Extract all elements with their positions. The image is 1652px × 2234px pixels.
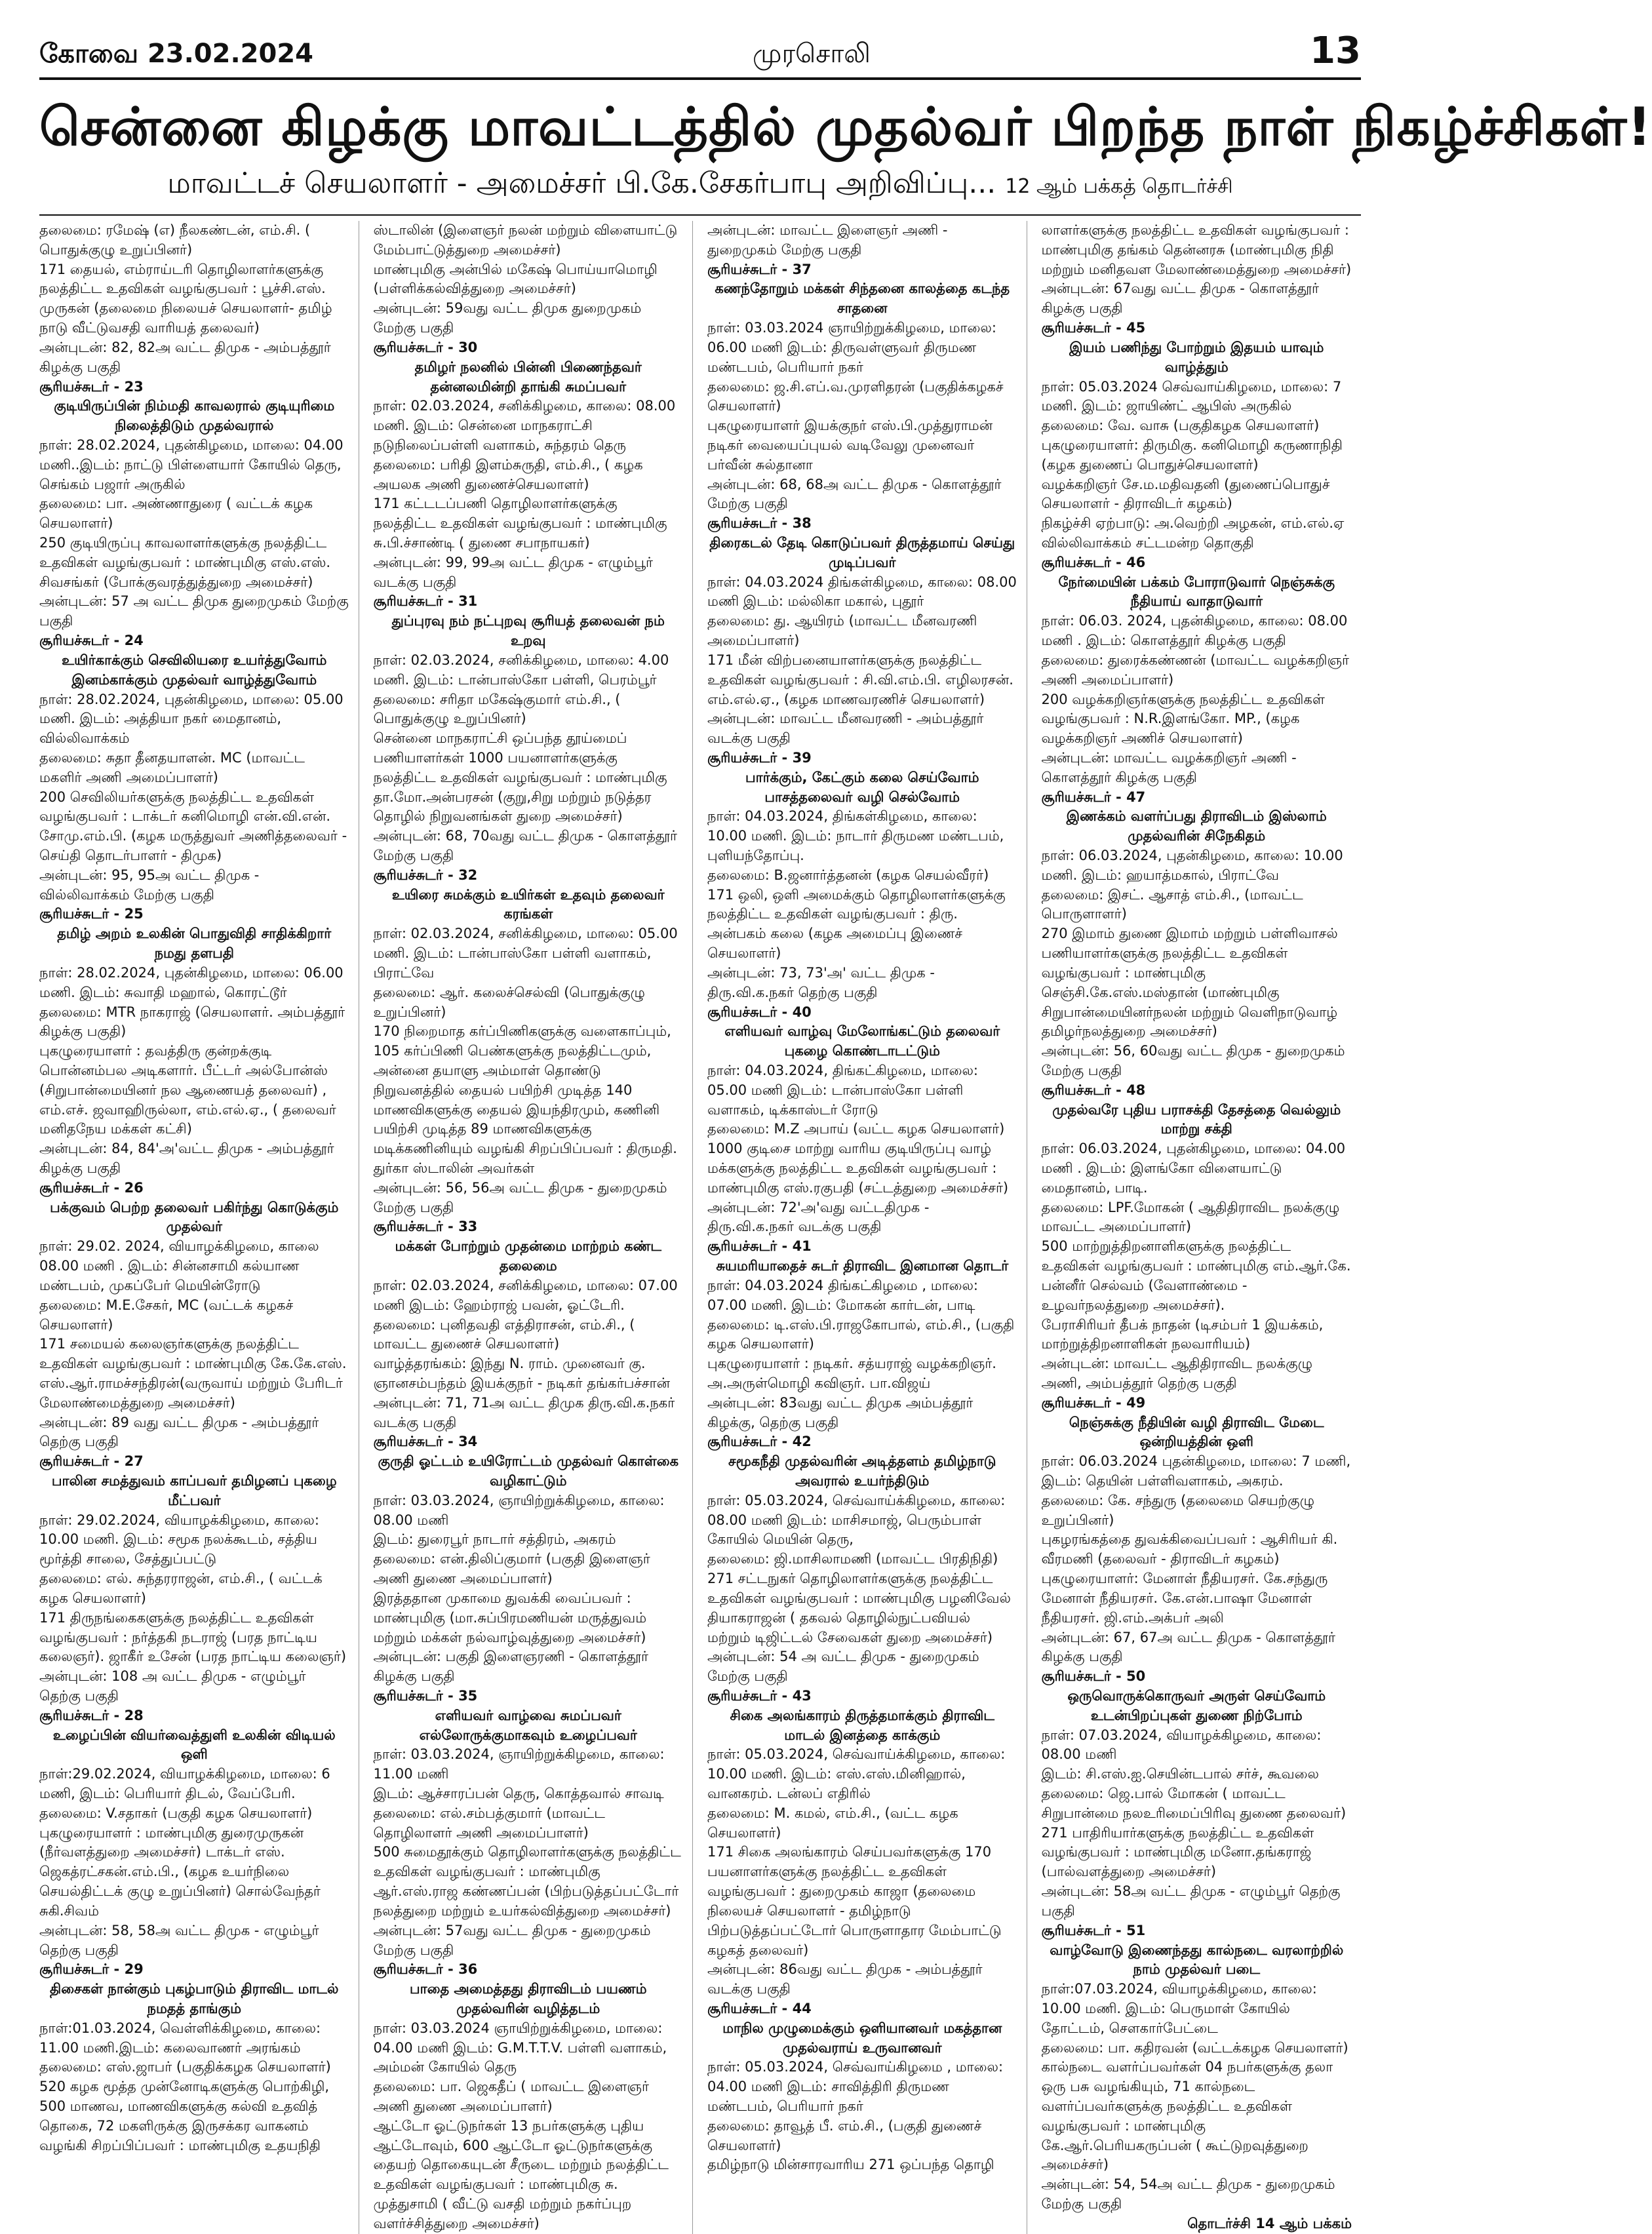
article-paragraph: தலைமை: ஆர். கலைச்செல்வி (பொதுக்குழு உறுப்பினர்) bbox=[373, 984, 645, 1020]
section-title: வாழ்வோடு இணைந்தது கால்நடை வரலாற்றில் நாம் முதல்வர் படை bbox=[1050, 1942, 1344, 1978]
article-paragraph: நாள்: 04.03.2024 திங்கட்கிழமை , மாலை: 07.00 மணி. இடம்: மோகன் கார்டன், பாடி bbox=[707, 1277, 978, 1313]
article-paragraph: தலைமை: ஜ.சி.எப்.வ.முரளிதரன் (பகுதிக்கழகச் செயலாளர்) bbox=[707, 378, 1004, 414]
section-title: முதல்வரே புதிய பராசக்தி தேசத்தை வெல்லும் மாற்று சக்தி bbox=[1052, 1101, 1341, 1137]
section-title: நேர்மையின் பக்கம் போராடுவார் நெஞ்சுக்கு நீதியாய் வாதாடுவார் bbox=[1058, 574, 1335, 610]
section-number: சூரியச்சுடர் - 28 bbox=[39, 1707, 144, 1723]
section-number: சூரியச்சுடர் - 45 bbox=[1041, 320, 1146, 336]
article-paragraph: அன்புடன்: 57வது வட்ட திமுக - துறைமுகம் மேற்கு பகுதி bbox=[373, 1922, 651, 1958]
article-paragraph: நாள்: 05.03.2024, செவ்வாய்க்கிழமை, காலை: 08.00 மணி இடம்: மாசிசமாஜ், பெரும்பாள் கோயில் மெயின் தெரு, bbox=[707, 1492, 1006, 1548]
section-number: சூரியச்சுடர் - 41 bbox=[707, 1238, 812, 1255]
subhead-text: மாவட்டச் செயலாளர் - அமைச்சர் பி.கே.சேகர்பாபு அறிவிப்பு... bbox=[167, 167, 996, 200]
article-paragraph: நாள்: 04.03.2024, திங்கள்கிழமை, காலை: 10.00 மணி. இடம்: நாடார் திருமண மண்டபம், புளியந்தோப்பு. bbox=[707, 808, 1004, 863]
section-title: பாதை அமைத்தது திராவிடம் பயணம் முதல்வரின் வழித்தடம் bbox=[409, 1981, 647, 2016]
article-paragraph: தலைமை: துரைக்கண்ணன் (மாவட்ட வழக்கறிஞர் அணி அமைப்பாளர்) bbox=[1041, 652, 1350, 688]
article-paragraph: நாள்: 05.03.2024, செவ்வாய்க்கிழமை, காலை: 10.00 மணி. இடம்: எஸ்.எஸ்.மினிஹால், வானகரம். டன்லப் எதிரில் bbox=[707, 1746, 1006, 1801]
article-paragraph: அன்புடன்: 84, 84'அ'வட்ட திமுக - அம்பத்தூர் கிழக்கு பகுதி bbox=[39, 1141, 334, 1176]
section-title: சிகை அலங்காரம் திருத்தமாக்கும் திராவிட மாடல் இனத்தை காக்கும் bbox=[730, 1707, 994, 1743]
section-title: குருதி ஓட்டம் உயிரோட்டம் முதல்வர் கொள்கை வழிகாட்டும் bbox=[378, 1453, 679, 1489]
article-paragraph: தலைமை: இசட். ஆசாத் எம்.சி., (மாவட்ட பொருளாளர்) bbox=[1041, 886, 1303, 922]
article-paragraph: அன்புடன்: 54 அ வட்ட திமுக - துறைமுகம் மேற்கு பகுதி bbox=[707, 1649, 979, 1685]
article-paragraph: 171 கட்டடப்பணி தொழிலாளர்களுக்கு நலத்திட்ட உதவிகள் வழங்குபவர் : மாண்புமிகு சு.பி.ச்சாண்டி ( துணை சபாநாயகர்) bbox=[373, 496, 667, 551]
article-paragraph: நிகழ்ச்சி ஏற்பாடு: அ.வெற்றி அழகன், எம்.எல்.ஏ வில்லிவாக்கம் சட்டமன்ற தொகுதி bbox=[1041, 515, 1345, 551]
top-rule bbox=[39, 77, 1361, 80]
section-title: இணக்கம் வளர்ப்பது திராவிடம் இஸ்லாம் முதல்வரின் சிநேகிதம் bbox=[1066, 808, 1327, 844]
section-title: பாலின சமத்துவம் காப்பவர் தமிழனப் புகழை மீட்பவர் bbox=[51, 1473, 337, 1508]
section-title: பக்குவம் பெற்ற தலைவர் பகிர்ந்து கொடுக்கும் முதல்வர் bbox=[50, 1199, 339, 1235]
article-paragraph: அன்புடன்: 108 அ வட்ட திமுக - எழும்பூர் தெற்கு பகுதி bbox=[39, 1668, 306, 1704]
article-paragraph: தலைமை: ரமேஷ் (எ) நீலகண்டன், எம்.சி. ( பொதுக்குழு உறுப்பினர்) bbox=[39, 222, 311, 258]
paper-name: முரசொலி bbox=[753, 39, 871, 69]
article-paragraph: நாள்: 03.03.2024, ஞாயிற்றுக்கிழமை, காலை: 11.00 மணி bbox=[373, 1746, 665, 1782]
article-paragraph: 170 நிறைமாத கர்ப்பிணிகளுக்கு வளைகாப்பும், 105 கர்ப்பிணி பெண்களுக்கு நலத்திட்டமும், அன்னை தயாளு அம்மாள் தொண்டு நிறுவனத்தில் தையல் பயிற்சி முடித்த 140 மாணவிகளுக்கு தையல் இயந்திரமும், கணினி பயிற்சி முடித்த 89 மாணவிகளுக்கு மடிக்கணினியும் வழங்கி சிறப்பிப்பவர் : திருமதி. துர்கா ஸ்டாலின் அவர்கள் bbox=[373, 1023, 677, 1176]
section-number: சூரியச்சுடர் - 35 bbox=[373, 1687, 478, 1704]
section-number: சூரியச்சுடர் - 46 bbox=[1041, 554, 1146, 570]
continuation-note: தொடர்ச்சி 14 ஆம் பக்கம் bbox=[1187, 2215, 1352, 2231]
article-paragraph: 1000 குடிசை மாற்று வாரிய குடியிருப்பு வாழ் மக்களுக்கு நலத்திட்ட உதவிகள் வழங்குபவர் : மாண்புமிகு எஸ்.ரகுபதி (சட்டத்துறை அமைச்சர்) bbox=[707, 1141, 1009, 1196]
article-paragraph: தலைமை: பரிதி இளம்சுருதி, எம்.சி., ( கழக அயலக அணி துணைச்செயலாளர்) bbox=[373, 456, 643, 492]
headline-rule bbox=[39, 214, 1361, 216]
section-title: உயிர்காக்கும் செவிலியரை உயர்த்துவோம் இனம்காக்கும் முதல்வர் வாழ்த்துவோம் bbox=[62, 652, 327, 688]
article-paragraph: 500 சுமைதூக்கும் தொழிலாளர்களுக்கு நலத்திட்ட உதவிகள் வழங்குபவர் : மாண்புமிகு ஆர்.எஸ்.ராஜ கண்ணப்பன் (பிற்படுத்தப்பட்டோர் நலத்துறை மற்றும் உயர்கல்வித்துறை அமைச்சர்) bbox=[373, 1844, 681, 1919]
section-number: சூரியச்சுடர் - 51 bbox=[1041, 1922, 1146, 1938]
article-paragraph: 171 சிகை அலங்காரம் செய்பவர்களுக்கு 170 பயனாளர்களுக்கு நலத்திட்ட உதவிகள் வழங்குபவர் : துறைமுகம் காஜா (தலைமை நிலையச் செயலாளர் - தமிழ்நாடு பிற்படுத்தப்பட்டோர் பொருளாதார மேம்பாட்டு கழகத் தலைவர்) bbox=[707, 1844, 1002, 1958]
column-1 bbox=[39, 221, 359, 2234]
article-paragraph: இடம்: துரைபூர் நாடார் சத்திரம், அகரம் bbox=[373, 1531, 616, 1548]
section-title: ஒருவொருக்கொருவர் அருள் செய்வோம் உடன்பிறப்புகள் துணை நிற்போம் bbox=[1067, 1687, 1326, 1723]
article-paragraph: தலைமை: கே. சந்துரு (தலைமை செயற்குழு உறுப்பினர்) bbox=[1041, 1492, 1315, 1528]
article-paragraph: ஆட்டோ ஓட்டுநர்கள் 13 நபர்களுக்கு புதிய ஆட்டோவும், 600 ஆட்டோ ஓட்டுநர்களுக்கு தையற் தொகையுடன் சீருடை மற்றும் நலத்திட்ட உதவிகள் வழங்குபவர் : மாண்புமிகு சு. முத்துசாமி ( வீட்டு வசதி மற்றும் நகர்ப்புற வளர்ச்சித்துறை அமைச்சர்) bbox=[373, 2117, 669, 2231]
section-number: சூரியச்சுடர் - 47 bbox=[1041, 789, 1146, 805]
section-title: தமிழர் நலனில் பின்னி பிணைந்தவர் தன்னலமின்றி தாங்கி சுமப்பவர் bbox=[414, 359, 642, 395]
article-paragraph: 171 மீன் விற்பனையாளர்களுக்கு நலத்திட்ட உதவிகள் வழங்குபவர் : சி.வி.எம்.பி. எழிலரசன். எம்.எல்.ஏ., (கழக மாணவரணிச் செயலாளர்) bbox=[707, 652, 1013, 707]
article-paragraph: நாள்: 28.02.2024, புதன்கிழமை, மாலை: 06.00 மணி. இடம்: சுவாதி மஹால், கொரட்டூர் bbox=[39, 964, 344, 1000]
article-paragraph: அன்புடன்: 59வது வட்ட திமுக துறைமுகம் மேற்கு பகுதி bbox=[373, 300, 642, 336]
article-paragraph: 171 தையல், எம்ராய்டரி தொழிலாளர்களுக்கு நலத்திட்ட உதவிகள் வழங்குபவர் : பூச்சி.எஸ். முருகன் (தலைமை நிலையச் செயலாளர்- தமிழ் நாடு வீட்டுவசதி வாரியத் தலைவர்) bbox=[39, 261, 332, 336]
article-paragraph: அன்புடன்: 71, 71அ வட்ட திமுக திரு.வி.க.நகர் வடக்கு பகுதி bbox=[373, 1394, 675, 1430]
article-paragraph: இடம்: ஆச்சாரப்பன் தெரு, கொத்தவால் சாவடி bbox=[373, 1786, 664, 1801]
section-number: சூரியச்சுடர் - 50 bbox=[1041, 1668, 1146, 1685]
article-paragraph: அன்புடன்: 72'அ'வது வட்டதிமுக - திரு.வி.க.நகர் வடக்கு பகுதி bbox=[707, 1199, 930, 1235]
masthead-bar bbox=[39, 31, 1361, 72]
article-paragraph: தலைமை: பா. கதிரவன் (வட்டக்கழக செயலாளர்) bbox=[1041, 2039, 1348, 2056]
article-paragraph: கால்நடை வளர்ப்பவர்கள் 04 நபர்களுக்கு தலா ஒரு பசு வழங்கியும், 71 கால்நடை வளர்ப்பவர்களுக்கு நலத்திட்ட உதவிகள் வழங்குபவர் : மாண்புமிகு கே.ஆர்.பெரியகருப்பன் ( கூட்டுறவுத்துறை அமைச்சர்) bbox=[1041, 2059, 1333, 2173]
article-paragraph: நாள்: 06.03.2024 புதன்கிழமை, மாலை: 7 மணி, இடம்: தெயின் பள்ளிவளாகம், அகரம். bbox=[1041, 1453, 1351, 1489]
article-paragraph: 171 சமையல் கலைஞர்களுக்கு நலத்திட்ட உதவிகள் வழங்குபவர் : மாண்புமிகு கே.கே.எஸ். எஸ்.ஆர்.ராமச்சந்திரன்(வருவாய் மற்றும் பேரிடர் மேலாண்மைத்துறை அமைச்சர்) bbox=[39, 1336, 347, 1411]
section-title: திரைகடல் தேடி கொடுப்பவர் திருத்தமாய் செய்து முடிப்பவர் bbox=[709, 535, 1015, 570]
article-paragraph: நாள்: 07.03.2024, வியாழக்கிழமை, காலை: 08.00 மணி bbox=[1041, 1727, 1322, 1763]
section-title: துப்புரவு நம் நட்புறவு சூரியத் தலைவன் நம் உறவு bbox=[391, 613, 665, 649]
article-paragraph: 171 ஒலி, ஒளி அமைக்கும் தொழிலாளர்களுக்கு நலத்திட்ட உதவிகள் வழங்குபவர் : திரு. அன்பகம் கலை (கழக அமைப்பு இணைச் செயலாளர்) bbox=[707, 886, 1006, 962]
article-paragraph: சென்னை மாநகராட்சி ஒப்பந்த தூய்மைப் பணியாளர்கள் 1000 பயனாளர்களுக்கு நலத்திட்ட உதவிகள் வழங்குபவர் : மாண்புமிகு தா.மோ.அன்பரசன் (குறு,சிறு மற்றும் நடுத்தர தொழில் நிறுவனங்கள் துறை அமைச்சர்) bbox=[373, 730, 667, 825]
section-title: இயம் பணிந்து போற்றும் இதயம் யாவும் வாழ்த்தும் bbox=[1069, 339, 1324, 375]
section-number: சூரியச்சுடர் - 33 bbox=[373, 1219, 478, 1235]
article-paragraph: அன்புடன்: 56, 60வது வட்ட திமுக - துறைமுகம் மேற்கு பகுதி bbox=[1041, 1043, 1345, 1078]
section-title: கணந்தோறும் மக்கள் சிந்தனை காலத்தை கடந்த சாதனை bbox=[715, 281, 1010, 317]
article-paragraph: தலைமை: வே. வாசு (பகுதிகழக செயலாளர்) bbox=[1041, 418, 1320, 434]
section-title: உயிரை சுமக்கும் உயிர்கள் உதவும் தலைவர் கரங்கள் bbox=[391, 886, 665, 922]
article-paragraph: ஸ்டாலின் (இளைஞர் நலன் மற்றும் விளையாட்டு மேம்பாட்டுத்துறை அமைச்சர்) bbox=[373, 222, 678, 258]
article-paragraph: நாள்: 05.03.2024, செவ்வாய்கிழமை , மாலை: 04.00 மணி இடம்: சாவித்திரி திருமண மண்டபம், பெரியார் நகர் bbox=[707, 2059, 1004, 2114]
article-paragraph: தமிழ்நாடு மின்சாரவாரிய 271 ஒப்பந்த தொழி bbox=[707, 2157, 994, 2173]
article-paragraph: நாள்: 02.03.2024, சனிக்கிழமை, மாலை: 4.00 மணி. இடம்: டான்பாஸ்கோ பள்ளி, பெரம்பூர் bbox=[373, 652, 669, 688]
article-paragraph: நாள்: 29.02.2024, வியாழக்கிழமை, காலை: 10.00 மணி. இடம்: சமூக நலக்கூடம், சத்திய மூர்த்தி சாலை, சேத்துப்பட்டு bbox=[39, 1512, 319, 1567]
section-number: சூரியச்சுடர் - 34 bbox=[373, 1434, 478, 1450]
article-paragraph: அன்புடன்: 86வது வட்ட திமுக - அம்பத்தூர் வடக்கு பகுதி bbox=[707, 1961, 983, 1997]
article-paragraph: தலைமை: LPF.மோகன் ( ஆதிதிராவிட நலக்குழு மாவட்ட அமைப்பாளர்) bbox=[1041, 1199, 1340, 1235]
article-paragraph: தலைமை: சரிதா மகேஷ்குமார் எம்.சி., ( பொதுக்குழு உறுப்பினர்) bbox=[373, 691, 621, 727]
article-paragraph: தலைமை: M.E.சேகர், MC (வட்டக் கழகச் செயலாளர்) bbox=[39, 1297, 294, 1333]
article-paragraph: தலைமை: என்.திலிப்குமார் (பகுதி இளைஞர் அணி துணை அமைப்பாளர்) bbox=[373, 1551, 650, 1587]
section-number: சூரியச்சுடர் - 48 bbox=[1041, 1082, 1146, 1098]
section-title: சுயமரியாதைச் சுடர் திராவிட இனமான தொடர் bbox=[716, 1258, 1009, 1274]
dateline: கோவை 23.02.2024 bbox=[39, 39, 313, 69]
section-title: சமூகநீதி முதல்வரின் அடித்தளம் தமிழ்நாடு அவரால் உயர்ந்திடும் bbox=[728, 1453, 996, 1489]
section-title: எளியவர் வாழ்வை சுமப்பவர் எல்லோருக்குமாகவும் உழைப்பவர் bbox=[419, 1707, 637, 1743]
article-paragraph: அன்புடன்: 73, 73'அ' வட்ட திமுக - திரு.வி.க.நகர் தெற்கு பகுதி bbox=[707, 964, 935, 1000]
article-paragraph: அன்புடன்: 67, 67அ வட்ட திமுக - கொளத்தூர் கிழக்கு பகுதி bbox=[1041, 1629, 1336, 1665]
article-paragraph: நாள்: 28.02.2024, புதன்கிழமை, மாலை: 04.00 மணி..இடம்: நாட்டு பிள்ளையார் கோயில் தெரு, செங்கம் பஜார் அருகில் bbox=[39, 437, 344, 492]
article-paragraph: அன்புடன்: 58அ வட்ட திமுக - எழும்பூர் தெற்கு பகுதி bbox=[1041, 1883, 1341, 1919]
section-number: சூரியச்சுடர் - 38 bbox=[707, 515, 812, 532]
article-paragraph: நாள்: 02.03.2024, சனிக்கிழமை, மாலை: 05.00 மணி. இடம்: டான்பாஸ்கோ பள்ளி வளாகம், பிராட்வே bbox=[373, 926, 678, 981]
article-paragraph: அன்புடன்: மாவட்ட இளைஞர் அணி - துறைமுகம் மேற்கு பகுதி bbox=[707, 222, 948, 258]
article-paragraph: புகழுரையாளர் : நடிகர். சத்யராஜ் வழக்கறிஞர். அ.அருள்மொழி கவிஞர். பா.விஜய் bbox=[707, 1356, 996, 1391]
article-paragraph: நாள்: 28.02.2024, புதன்கிழமை, மாலை: 05.00 மணி. இடம்: அத்தியா நகர் மைதானம், வில்லிவாக்கம் bbox=[39, 691, 344, 747]
article-paragraph: நாள்: 04.03.2024, திங்கட்கிழமை, மாலை: 05.00 மணி இடம்: டான்பாஸ்கோ பள்ளி வளாகம், டிக்காஸ்டர் ரோடு bbox=[707, 1062, 978, 1118]
article-paragraph: 500 மாற்றுத்திறனாளிகளுக்கு நலத்திட்ட உதவிகள் வழங்குபவர் : மாண்புமிகு எம்.ஆர்.கே. பன்னீர் செல்வம் (வேளாண்மை - உழவர்நலத்துறை அமைச்சர்). bbox=[1041, 1238, 1351, 1313]
section-number: சூரியச்சுடர் - 27 bbox=[39, 1453, 144, 1470]
article-paragraph: நாள்: 06.03. 2024, புதன்கிழமை, காலை: 08.00 மணி . இடம்: கொளத்தூர் கிழக்கு பகுதி bbox=[1041, 613, 1348, 649]
article-paragraph: அன்புடன்: 83வது வட்ட திமுக அம்பத்தூர் கிழக்கு, தெற்கு பகுதி bbox=[707, 1394, 974, 1430]
subhead-continuation: 12 ஆம் பக்கத் தொடர்ச்சி bbox=[1005, 175, 1233, 198]
article-paragraph: அன்புடன்: 68, 68அ வட்ட திமுக - கொளத்தூர் மேற்கு பகுதி bbox=[707, 476, 1002, 512]
article-paragraph: தலைமை: ஜி.மாசிலாமணி (மாவட்ட பிரதிநிதி) 271 சட்டநுகர் தொழிலாளர்களுக்கு நலத்திட்ட உதவிகள் வழங்குபவர் : மாண்புமிகு பழனிவேல் தியாகராஜன் ( தகவல் தொழில்நுட்பவியல் மற்றும் டிஜிட்டல் சேவைகள் துறை அமைச்சர்) bbox=[707, 1551, 1011, 1645]
headline: சென்னை கிழக்கு மாவட்டத்தில் முதல்வர் பிறந்த நாள் நிகழ்ச்சிகள்! bbox=[39, 96, 1652, 157]
article-paragraph: அன்புடன்: மாவட்ட வழக்கறிஞர் அணி - கொளத்தூர் கிழக்கு பகுதி bbox=[1041, 749, 1297, 785]
article-paragraph: அன்புடன்: 67வது வட்ட திமுக - கொளத்தூர் கிழக்கு பகுதி bbox=[1041, 281, 1319, 317]
section-number: சூரியச்சுடர் - 26 bbox=[39, 1179, 144, 1196]
article-paragraph: தலைமை: புனிதவதி எத்திராசன், எம்.சி., ( மாவட்ட துணைச் செயலாளர்) bbox=[373, 1316, 635, 1352]
article-paragraph: தலைமை: B.ஜனார்த்தனன் (கழக செயல்வீரர்) bbox=[707, 867, 989, 883]
section-number: சூரியச்சுடர் - 25 bbox=[39, 906, 144, 922]
article-paragraph: நாள்:07.03.2024, வியாழக்கிழமை, காலை: 10.00 மணி. இடம்: பெருமாள் கோயில் தோட்டம், செளகார்பேட்டை bbox=[1041, 1981, 1317, 2036]
article-paragraph: தலைமை: டி.எஸ்.பி.ராஜகோபால், எம்.சி., (பகுதி கழக செயலாளர்) bbox=[707, 1316, 1015, 1352]
section-number: சூரியச்சுடர் - 49 bbox=[1041, 1394, 1146, 1411]
article-paragraph: நாள்: 06.03.2024, புதன்கிழமை, மாலை: 04.00 மணி . இடம்: இளங்கோ விளையாட்டு மைதானம், பாடி. bbox=[1041, 1141, 1346, 1196]
section-number: சூரியச்சுடர் - 30 bbox=[373, 339, 478, 355]
article-paragraph: தலைமை: எஸ்.ஜாபர் (பகுதிக்கழக செயலாளர்) bbox=[39, 2059, 331, 2075]
article-paragraph: 250 குடியிருப்பு காவலாளர்களுக்கு நலத்திட்ட உதவிகள் வழங்குபவர் : மாண்புமிகு எஸ்.எஸ். சிவசங்கர் (போக்குவரத்துத்துறை அமைச்சர்) bbox=[39, 535, 331, 590]
section-number: சூரியச்சுடர் - 43 bbox=[707, 1687, 812, 1704]
subhead bbox=[39, 167, 1361, 204]
article-paragraph: வாழ்த்தரங்கம்: இந்து N. ராம். முனைவர் கு. ஞானசம்பந்தம் இயக்குநர் - நடிகர் தங்கர்பச்சான் bbox=[373, 1356, 671, 1391]
article-paragraph: 200 செவிலியர்களுக்கு நலத்திட்ட உதவிகள் வழங்குபவர் : டாக்டர் கனிமொழி என்.வி.என். சோமு.எம்.பி. (கழக மருத்துவர் அணித்தலைவர் - செய்தி தொடர்பாளர் - திமுக) bbox=[39, 789, 347, 863]
section-number: சூரியச்சுடர் - 40 bbox=[707, 1004, 812, 1020]
article-paragraph: அன்புடன்: 58, 58அ வட்ட திமுக - எழும்பூர் தெற்கு பகுதி bbox=[39, 1922, 319, 1958]
article-paragraph: மாண்புமிகு அன்பில் மகேஷ் பொய்யாமொழி (பள்ளிக்கல்வித்துறை அமைச்சர்) bbox=[373, 261, 658, 297]
article-paragraph: அன்புடன்: 82, 82அ வட்ட திமுக - அம்பத்தூர் கிழக்கு பகுதி bbox=[39, 339, 331, 375]
article-paragraph: அன்புடன்: 56, 56அ வட்ட திமுக - துறைமுகம் மேற்கு பகுதி bbox=[373, 1179, 667, 1215]
section-number: சூரியச்சுடர் - 32 bbox=[373, 867, 478, 883]
section-number: சூரியச்சுடர் - 37 bbox=[707, 261, 812, 277]
section-title: மக்கள் போற்றும் முதன்மை மாற்றம் கண்ட தலைமை bbox=[395, 1238, 662, 1274]
article-paragraph: புகழுரையாளர் : தவத்திரு குன்றக்குடி பொன்னம்பல அடிகளார். பீட்டர் அல்போன்ஸ் (சிறுபான்மையினர் நல ஆணையத் தலைவர்) , எம்.எச். ஜவாஹிருல்லா, எம்.எல்.ஏ., ( தலைவர் மனிதநேய மக்கள் கட்சி) bbox=[39, 1043, 336, 1137]
article-paragraph: அன்புடன்: 57 அ வட்ட திமுக துறைமுகம் மேற்கு பகுதி bbox=[39, 593, 349, 629]
section-number: சூரியச்சுடர் - 36 bbox=[373, 1961, 478, 1978]
article-paragraph: அன்புடன்: 95, 95அ வட்ட திமுக - வில்லிவாக்கம் மேற்கு பகுதி bbox=[39, 867, 260, 903]
section-number: சூரியச்சுடர் - 42 bbox=[707, 1434, 812, 1450]
article-paragraph: 270 இமாம் துணை இமாம் மற்றும் பள்ளிவாசல் பணியாளர்களுக்கு நலத்திட்ட உதவிகள் வழங்குபவர் : மாண்புமிகு செஞ்சி.கே.எஸ்.மஸ்தான் (மாண்புமிகு சிறுபான்மையினர்நலன் மற்றும் வெளிநாடுவாழ் தமிழர்நலத்துறை அமைச்சர்) bbox=[1041, 926, 1338, 1040]
section-number: சூரியச்சுடர் - 24 bbox=[39, 633, 144, 649]
section-title: திசைகள் நான்கும் புகழ்பாடும் திராவிட மாடல் நமதத் தாங்கும் bbox=[50, 1981, 339, 2016]
article-paragraph: தலைமை: து. ஆயிரம் (மாவட்ட மீனவரணி அமைப்பாளர்) bbox=[707, 613, 977, 649]
article-paragraph: நாள்: 03.03.2024 ஞாயிற்றுக்கிழமை, மாலை: 06.00 மணி இடம்: திருவள்ளுவர் திருமண மண்டபம், பெரியார் நகர் bbox=[707, 320, 996, 375]
column-3 bbox=[707, 221, 1027, 2234]
article-paragraph: நாள்: 02.03.2024, சனிக்கிழமை, மாலை: 07.00 மணி இடம்: ஹேம்ராஜ் பவன், ஓட்டேரி. bbox=[373, 1277, 678, 1313]
article-paragraph: தலைமை: தாவூத் பீ. எம்.சி., (பகுதி துணைச் செயலாளர்) bbox=[707, 2117, 982, 2153]
section-number: சூரியச்சுடர் - 23 bbox=[39, 378, 144, 395]
article-paragraph: நாள்: 02.03.2024, சனிக்கிழமை, காலை: 08.00 மணி. இடம்: சென்னை மாநகராட்சி நடுநிலைப்பள்ளி வளாகம், சுந்தரம் தெரு bbox=[373, 398, 676, 453]
article-paragraph: நாள்: 04.03.2024 திங்கள்கிழமை, காலை: 08.00 மணி இடம்: மல்லிகா மகால், புதூர் bbox=[707, 574, 1017, 610]
column-4 bbox=[1042, 221, 1362, 2234]
article-paragraph: நாள்:01.03.2024, வெள்ளிக்கிழமை, காலை: 11.00 மணி.இடம்: கலைவாணர் அரங்கம் bbox=[39, 2020, 321, 2056]
article-paragraph: அன்புடன்: பகுதி இளைஞரணி - கொளத்தூர் கிழக்கு பகுதி bbox=[373, 1649, 648, 1685]
article-paragraph: அன்புடன்: 99, 99அ வட்ட திமுக - எழும்பூர் வடக்கு பகுதி bbox=[373, 554, 654, 590]
article-paragraph: நாள்: 03.03.2024 ஞாயிற்றுக்கிழமை, மாலை: 04.00 மணி இடம்: G.M.T.T.V. பள்ளி வளாகம், அம்மன் கோயில் தெரு bbox=[373, 2020, 667, 2075]
article-paragraph: இடம்: சி.எஸ்.ஐ.செயின்டபால் சர்ச், கூவலை bbox=[1041, 1766, 1319, 1782]
article-paragraph: நாள்:29.02.2024, வியாழக்கிழமை, மாலை: 6 மணி, இடம்: பெரியார் திடல், வேப்பேரி. bbox=[39, 1766, 330, 1801]
column-2 bbox=[374, 221, 694, 2234]
article-paragraph: பேராசிரியர் தீபக் நாதன் (டிசம்பர் 1 இயக்கம், மாற்றுத்திறனாளிகள் நலவாரியம்) bbox=[1041, 1316, 1324, 1352]
article-paragraph: தலைமை: M.Z அபாய் (வட்ட கழக செயலாளர்) bbox=[707, 1121, 1005, 1137]
section-number: சூரியச்சுடர் - 44 bbox=[707, 2000, 812, 2016]
article-paragraph: தலைமை: V.சதாகர் (பகுதி கழக செயலாளர்) bbox=[39, 1805, 313, 1821]
article-paragraph: தலைமை: ஜெ.பால் மோகன் ( மாவட்ட சிறுபான்மை நலஉரிமைப்பிரிவு துணை தலைவர்) bbox=[1041, 1786, 1347, 1821]
section-number: சூரியச்சுடர் - 31 bbox=[373, 593, 478, 610]
article-paragraph: வழக்கறிஞர் சே.ம.மதிவதனி (துணைப்பொதுச் செயலாளர் - திராவிடர் கழகம்) bbox=[1041, 476, 1330, 512]
section-title: குடியிருப்பின் நிம்மதி காவலரால் குடியுரிமை நிலைத்திடும் முதல்வரால் bbox=[54, 398, 335, 434]
section-title: எளியவர் வாழ்வு மேலோங்கட்டும் தலைவர் புகழை கொண்டாடட்டும் bbox=[724, 1023, 1000, 1059]
article-paragraph: தலைமை: பா. அண்ணாதுரை ( வட்டக் கழக செயலாளர்) bbox=[39, 496, 313, 532]
section-title: உழைப்பின் வியர்வைத்துளி உலகின் விடியல் ஒளி bbox=[52, 1727, 336, 1763]
article-paragraph: தலைமை: MTR நாகராஜ் (செயலாளர். அம்பத்தூர் கிழக்கு பகுதி) bbox=[39, 1004, 345, 1040]
article-paragraph: தலைமை: சுதா தீனதயாளன். MC (மாவட்ட மகளிர் அணி அமைப்பாளர்) bbox=[39, 749, 305, 785]
article-paragraph: நாள்: 03.03.2024, ஞாயிற்றுக்கிழமை, காலை: 08.00 மணி bbox=[373, 1492, 665, 1528]
section-title: தமிழ் அறம் உலகின் பொதுவிதி சாதிக்கிறார் நமது தளபதி bbox=[57, 926, 332, 962]
section-title: பார்க்கும், கேட்கும் கலை செய்வோம் பாசத்தலைவர் வழி செல்வோம் bbox=[745, 769, 979, 805]
article-paragraph: அன்புடன்: மாவட்ட ஆதிதிராவிட நலக்குழு அணி, அம்பத்தூர் தெற்கு பகுதி bbox=[1041, 1356, 1313, 1391]
article-paragraph: அன்புடன்: 54, 54அ வட்ட திமுக - துறைமுகம் மேற்கு பகுதி bbox=[1041, 2176, 1335, 2212]
article-paragraph: நாள்: 05.03.2024 செவ்வாய்கிழமை, மாலை: 7 மணி. இடம்: ஜாயிண்ட் ஆபிஸ் அருகில் bbox=[1041, 378, 1342, 414]
article-paragraph: தலைமை: எல்.சம்பத்குமார் (மாவட்ட தொழிலாளர் அணி அமைப்பாளர்) bbox=[373, 1805, 605, 1841]
section-title: மாநில முழுமைக்கும் ஒளியானவர் மகத்தான முதல்வராய் உருவானவர் bbox=[722, 2020, 1002, 2056]
section-title: நெஞ்சுக்கு நீதியின் வழி திராவிட மேடை ஒன்றியத்தின் ஒளி bbox=[1069, 1414, 1324, 1450]
article-paragraph: புகழுரையாளர்: திருமிகு. கனிமொழி கருணாநிதி (கழக துணைப் பொதுச்செயலாளர்) bbox=[1041, 437, 1343, 473]
article-paragraph: புகழுரையாளர்: மேனாள் நீதியரசர். கே.சந்துரு மேனாள் நீதியரசர். கே.என்.பாஷா மேனாள் நீதியரசர். ஜி.எம்.அக்பர் அலி bbox=[1041, 1571, 1328, 1626]
article-paragraph: 271 பாதிரியார்களுக்கு நலத்திட்ட உதவிகள் வழங்குபவர் : மாண்புமிகு மனோ.தங்கராஜ் (பால்வளத்துறை அமைச்சர்) bbox=[1041, 1824, 1314, 1880]
article-paragraph: 520 கழக மூத்த முன்னோடிகளுக்கு பொற்கிழி, 500 மாணவ, மாணவிகளுக்கு கல்வி உதவித் தொகை, 72 மகளிருக்கு இருசக்கர வாகனம் வழங்கி சிறப்பிப்பவர் : மாண்புமிகு உதயநிதி bbox=[39, 2079, 330, 2153]
article-paragraph: தலைமை: M. கமல், எம்.சி., (வட்ட கழக செயலாளர்) bbox=[707, 1805, 958, 1841]
section-number: சூரியச்சுடர் - 39 bbox=[707, 749, 812, 766]
article-paragraph: அன்புடன்: 89 வது வட்ட திமுக - அம்பத்தூர் தெற்கு பகுதி bbox=[39, 1414, 319, 1450]
article-paragraph: புகழுரையாளர் : மாண்புமிகு துரைமுருகன் (நீர்வளத்துறை அமைச்சர்) டாக்டர் எஸ். ஜெகத்ரட்சகன்.எம்.பி., (கழக உயர்நிலை செயல்திட்டக் குழு உறுப்பினர்) சொல்வேந்தர் சுகி.சிவம் bbox=[39, 1824, 321, 1919]
article-paragraph: நாள்: 06.03.2024, புதன்கிழமை, காலை: 10.00 மணி. இடம்: ஹயாத்மகால், பிராட்வே bbox=[1041, 848, 1343, 883]
section-number: சூரியச்சுடர் - 29 bbox=[39, 1961, 144, 1978]
article-paragraph: இரத்ததான முகாமை துவக்கி வைப்பவர் : மாண்புமிகு (மா.சுப்பிரமணியன் மருத்துவம் மற்றும் மக்கள் நல்வாழ்வுத்துறை அமைச்சர்) bbox=[373, 1590, 647, 1645]
article-paragraph: புகழரங்கத்தை துவக்கிவைப்பவர் : ஆசிரியர் கி. வீரமணி (தலைவர் - திராவிடர் கழகம்) bbox=[1041, 1531, 1338, 1567]
article-paragraph: 200 வழக்கறிஞர்களுக்கு நலத்திட்ட உதவிகள் வழங்குபவர் : N.R.இளங்கோ. MP., (கழக வழக்கறிஞர் அணிச் செயலாளர்) bbox=[1041, 691, 1325, 747]
article-paragraph: லாளர்களுக்கு நலத்திட்ட உதவிகள் வழங்குபவர் : மாண்புமிகு தங்கம் தென்னரசு (மாண்புமிகு நிதி மற்றும் மனிதவள மேலாண்மைத்துறை அமைச்சர்) bbox=[1041, 222, 1352, 277]
article-columns bbox=[39, 221, 1361, 2231]
article-paragraph: நாள்: 29.02. 2024, வியாழக்கிழமை, காலை 08.00 மணி . இடம்: சின்னசாமி கல்யாண மண்டபம், முகப்பேர் மெயின்ரோடு bbox=[39, 1238, 319, 1293]
article-paragraph: தலைமை: எல். சுந்தரராஜன், எம்.சி., ( வட்டக் கழக செயலாளர்) bbox=[39, 1571, 323, 1606]
article-paragraph: தலைமை: பா. ஜெகதீப் ( மாவட்ட இளைஞர் அணி துணை அமைப்பாளர்) bbox=[373, 2079, 649, 2114]
page-number: 13 bbox=[1310, 29, 1361, 72]
article-paragraph: அன்புடன்: மாவட்ட மீனவரணி - அம்பத்தூர் வடக்கு பகுதி bbox=[707, 711, 984, 747]
article-paragraph: அன்புடன்: 68, 70வது வட்ட திமுக - கொளத்தூர் மேற்கு பகுதி bbox=[373, 828, 677, 863]
article-paragraph: புகழுரையாளர் இயக்குநர் எஸ்.பி.முத்துராமன் நடிகர் வையைப்புயல் வடிவேலு முனைவர் பர்வீன் சுல்தானா bbox=[707, 418, 993, 473]
article-paragraph: 171 திருநங்கைகளுக்கு நலத்திட்ட உதவிகள் வழங்குபவர் : நர்த்தகி நடராஜ் (பரத நாட்டிய கலைஞர்). ஜாகீர் உசேன் (பரத நாட்டிய கலைஞர்) bbox=[39, 1609, 347, 1665]
